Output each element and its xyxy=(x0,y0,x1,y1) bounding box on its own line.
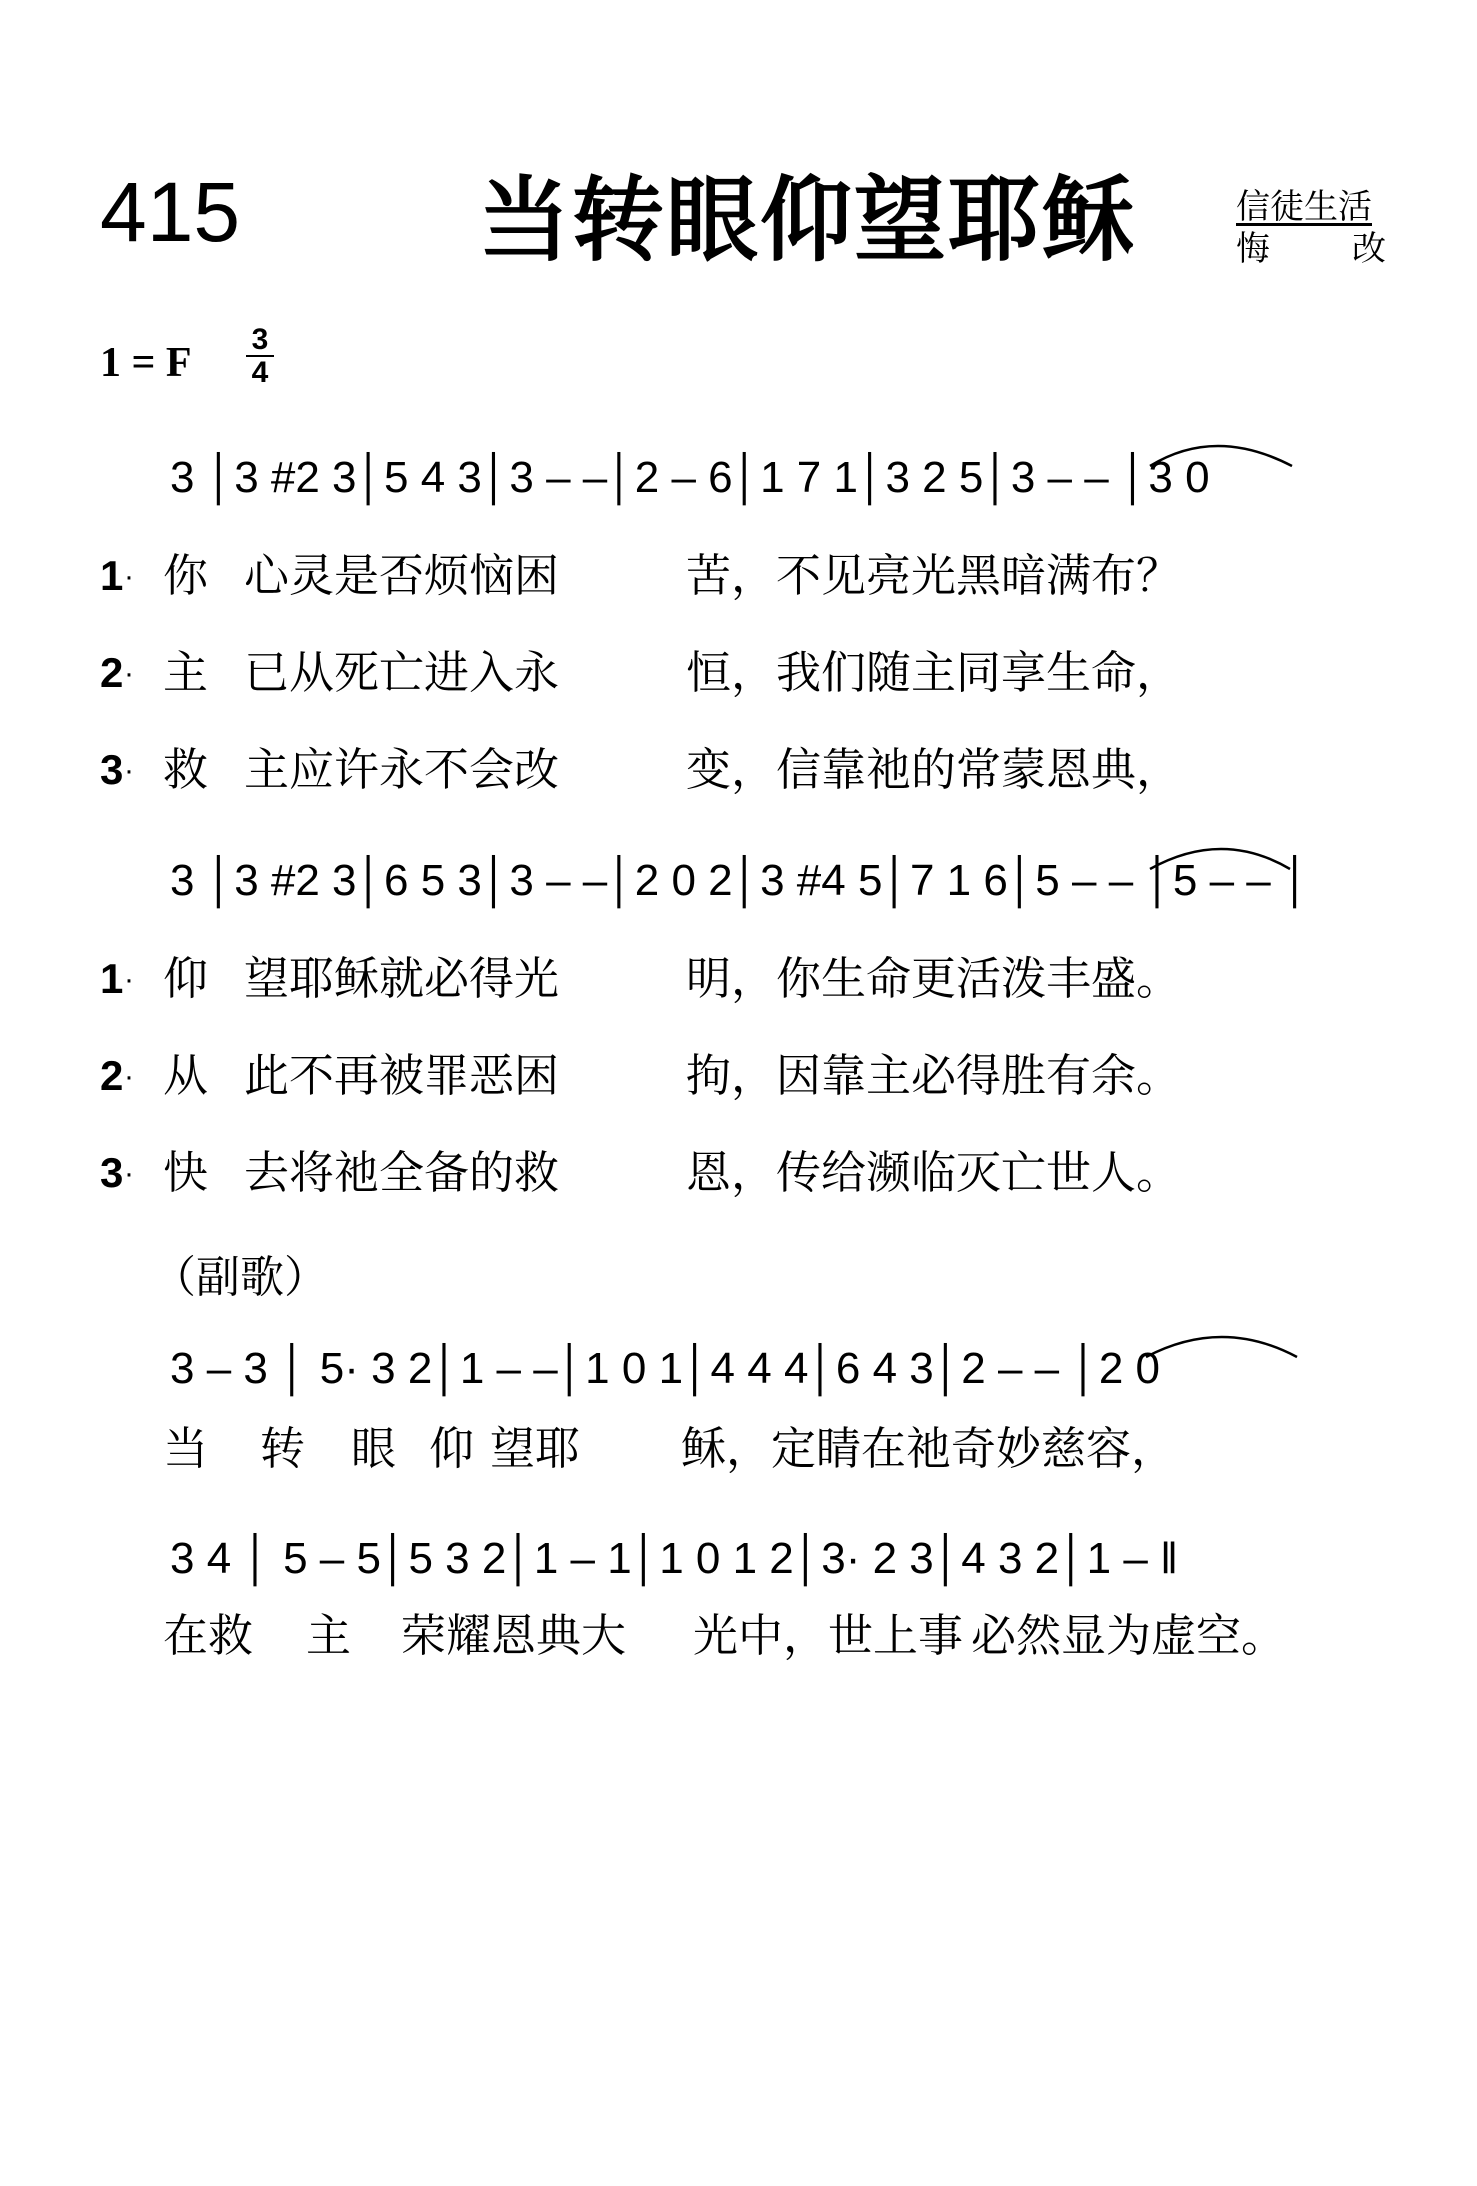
hymn-title: 当转眼仰望耶稣 xyxy=(478,167,1137,274)
verse-dot: · xyxy=(124,754,134,787)
s4-lyrics-fragment-1: 在救 xyxy=(163,1609,254,1662)
s4-lyrics-fragment-3: 荣耀恩典大 xyxy=(401,1609,627,1662)
verse-dot: · xyxy=(124,1157,134,1190)
s3-lyrics-fragment-5: 望耶 xyxy=(490,1422,581,1475)
system-2-verse-2-lyric-a: 从 xyxy=(163,1049,209,1102)
system-1-verse-3-lyric-a: 救 xyxy=(163,743,209,796)
credit-adapt xyxy=(1236,229,1386,269)
credit-adapt-char-2: 改 xyxy=(1352,229,1386,269)
time-signature-top: 3 xyxy=(251,323,269,356)
system-4-notation: 3 4 │ 5 – 5│5 3 2│1 – 1│1 0 1 2│3· 2 3│4 3 2│1 – ‖ xyxy=(170,1534,1179,1583)
verse-dot: · xyxy=(124,560,134,593)
s3-lyrics-fragment-6: 稣，定睛在祂奇妙慈容， xyxy=(681,1422,1177,1475)
s3-lyrics-fragment-2: 转 xyxy=(260,1422,306,1475)
s3-lyrics-fragment-3: 眼 xyxy=(351,1422,397,1475)
system-2-verse-1-lyric-a: 仰 xyxy=(163,952,209,1005)
s4-lyrics-fragment-5: 必然显为虚空。 xyxy=(971,1609,1287,1662)
system-1-verse-3-lyric-c: 变，信靠祂的常蒙恩典， xyxy=(686,743,1182,796)
verse-1-number: 1 xyxy=(100,552,124,599)
credit-adapt-char-1: 悔 xyxy=(1236,229,1270,269)
system-1-verse-1-lyric-a: 你 xyxy=(163,549,209,602)
verse-3-number: 3 xyxy=(100,746,124,793)
system-2-verse-2-lyric-c: 拘，因靠主必得胜有余。 xyxy=(686,1049,1182,1102)
verse-dot: · xyxy=(124,657,134,690)
time-signature-bottom: 4 xyxy=(251,356,269,389)
s4-lyrics-fragment-4: 光中，世上事 xyxy=(693,1609,964,1662)
system-1-verse-1-lyric-c: 苦，不见亮光黑暗满布？ xyxy=(686,549,1182,602)
verse-2-number: 2 xyxy=(100,649,124,696)
chorus-label: （副歌） xyxy=(152,1252,328,1303)
credit-source: 信徒生活 xyxy=(1236,187,1372,227)
slur-system-3 xyxy=(1146,1337,1297,1357)
system-1-notation: 3 │3 #2 3│5 4 3│3 – –│2 – 6│1 7 1│3 2 5│3 – – │3 0 xyxy=(170,453,1210,502)
s3-lyrics-fragment-1: 当 xyxy=(163,1422,209,1475)
system-2-verse-1-lyric-c: 明，你生命更活泼丰盛。 xyxy=(686,952,1182,1005)
system-2-verse-2-lyric-b: 此不再被罪恶困 xyxy=(244,1049,560,1102)
system-1-verse-2-lyric-a: 主 xyxy=(163,646,209,699)
system-1-verse-2-lyric-c: 恒，我们随主同享生命， xyxy=(686,646,1182,699)
system-1-verse-3-lyric-b: 主应许永不会改 xyxy=(244,743,560,796)
s4-lyrics-fragment-2: 主 xyxy=(306,1609,352,1662)
system-2-verse-3-lyric-c: 恩，传给濒临灭亡世人。 xyxy=(686,1146,1182,1199)
verse-1-number: 1 xyxy=(100,955,124,1002)
verse-2-number: 2 xyxy=(100,1052,124,1099)
system-1-verse-2-lyric-b: 已从死亡进入永 xyxy=(244,646,560,699)
key-signature: 1 = F xyxy=(100,340,192,386)
verse-3-number: 3 xyxy=(100,1149,124,1196)
verse-dot: · xyxy=(124,963,134,996)
system-2-notation: 3 │3 #2 3│6 5 3│3 – –│2 0 2│3 #4 5│7 1 6│5 – – │5 – – │ xyxy=(170,856,1311,905)
system-1-verse-1-lyric-b: 心灵是否烦恼困 xyxy=(244,549,560,602)
hymn-number: 415 xyxy=(100,165,241,259)
system-2-verse-1-lyric-b: 望耶稣就必得光 xyxy=(244,952,560,1005)
system-2-verse-3-lyric-a: 快 xyxy=(163,1146,209,1199)
verse-dot: · xyxy=(124,1060,134,1093)
s3-lyrics-fragment-4: 仰 xyxy=(429,1422,475,1475)
system-3-notation: 3 – 3 │ 5· 3 2│1 – –│1 0 1│4 4 4│6 4 3│2 – – │2 0 xyxy=(170,1344,1161,1393)
time-signature xyxy=(246,325,274,387)
system-2-verse-3-lyric-b: 去将祂全备的救 xyxy=(244,1146,560,1199)
